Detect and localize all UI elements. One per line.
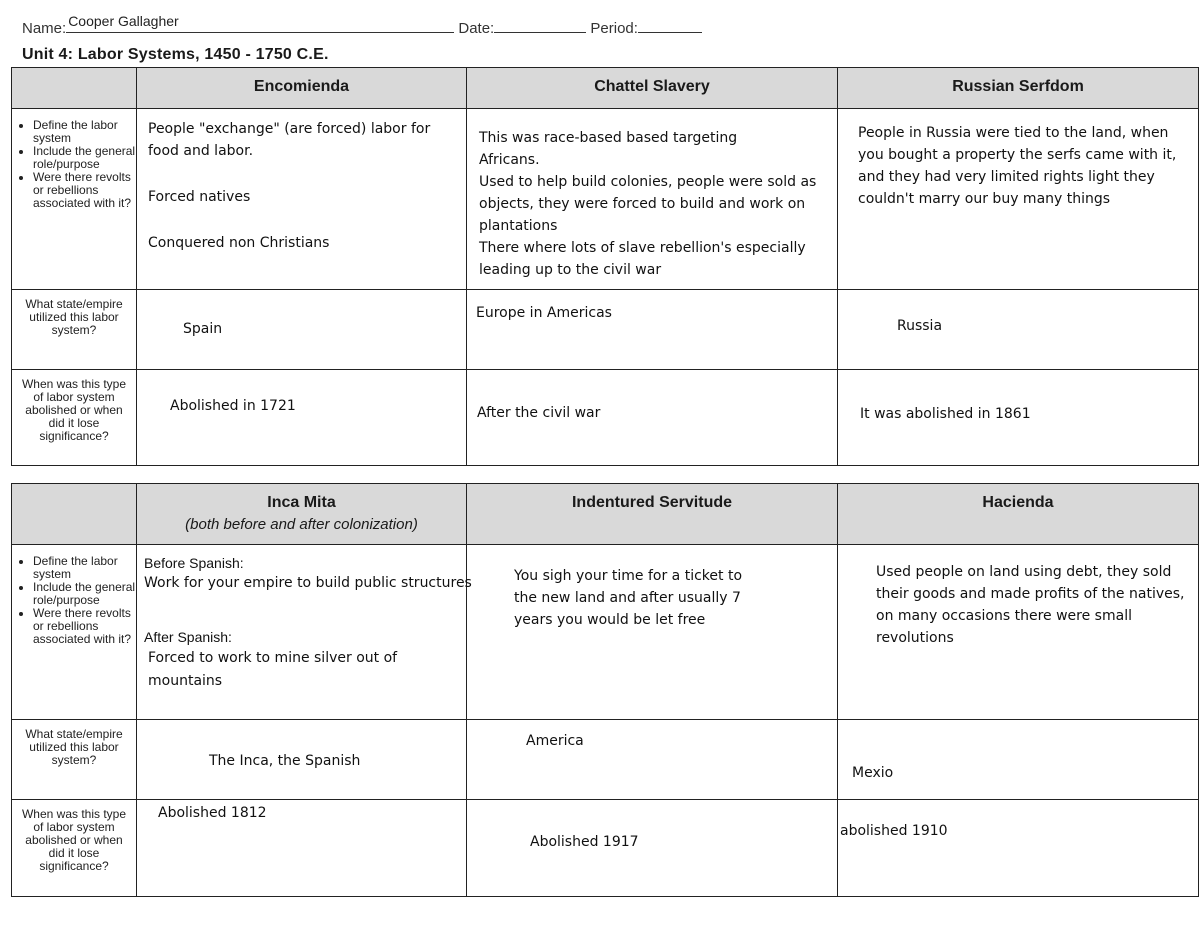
answer-cell-hacienda-when[interactable] <box>838 800 1199 897</box>
table-row-define <box>12 109 1199 290</box>
answer-text: Abolished 1917 <box>530 834 639 850</box>
answer-text: Abolished 1812 <box>158 805 267 821</box>
answer-cell-inca-define[interactable] <box>137 545 472 720</box>
answer-cell-chattel-define[interactable] <box>467 109 838 290</box>
column-header-inca-mita <box>137 484 467 545</box>
period-label: Period: <box>590 20 638 37</box>
column-subtitle: (both before and after colonization) <box>185 516 418 533</box>
corner-cell <box>12 484 137 545</box>
column-header-hacienda: Hacienda <box>838 484 1199 545</box>
question-purpose: • Include the general role/purpose <box>33 145 136 171</box>
table-row-define <box>12 545 1199 720</box>
question-when: When was this type of labor system abolished or when did it lose significance? <box>21 377 127 443</box>
row-label-define <box>12 109 137 290</box>
answer-cell-inca-state[interactable] <box>137 720 467 800</box>
answer-text: Used people on land using debt, they sold their goods and made profits of the natives, on many occasions there were small revolutions <box>876 564 1185 646</box>
answer-heading: Before Spanish: <box>144 555 244 571</box>
answer-cell-indentured-when[interactable] <box>467 800 838 897</box>
answer-text: The Inca, the Spanish <box>209 753 361 769</box>
column-title: Inca Mita <box>267 494 336 511</box>
answer-cell-russian-when[interactable] <box>838 370 1199 466</box>
date-label: Date: <box>458 20 495 37</box>
answer-text: Spain <box>183 321 223 337</box>
answer-text: It was abolished in 1861 <box>860 406 1031 422</box>
answer-text: Russia <box>897 318 943 334</box>
answer-cell-encomienda-define[interactable] <box>137 109 467 290</box>
question-purpose: • Include the general role/purpose <box>33 581 136 607</box>
answer-text: People in Russia were tied to the land, when you bought a property the serfs came with it, and they had very limited rights light they couldn't marry our buy many things <box>858 125 1177 207</box>
student-header <box>22 13 702 42</box>
answer-text: Europe in Americas <box>476 305 612 321</box>
column-header-encomienda: Encomienda <box>137 68 467 109</box>
name-value: Cooper Gallagher <box>68 13 179 29</box>
answer-text: This was race-based based targeting Africans. <box>479 130 738 168</box>
answer-cell-chattel-when[interactable] <box>467 370 838 466</box>
question-define: • Define the labor system <box>33 119 136 145</box>
labor-systems-table-2 <box>11 483 1199 897</box>
question-when: When was this type of labor system abolished or when did it lose significance? <box>21 807 127 873</box>
answer-text: America <box>526 733 584 749</box>
question-state: What state/empire utilized this labor system? <box>25 727 123 767</box>
answer-text: Abolished in 1721 <box>170 398 296 414</box>
answer-text: After the civil war <box>477 405 601 421</box>
answer-cell-russian-state[interactable] <box>838 290 1199 370</box>
answer-cell-encomienda-when[interactable] <box>137 370 467 466</box>
column-header-chattel-slavery: Chattel Slavery <box>467 68 838 109</box>
unit-title: Unit 4: Labor Systems, 1450 - 1750 C.E. <box>22 46 329 63</box>
answer-cell-indentured-state[interactable] <box>467 720 838 800</box>
row-label-when <box>12 370 137 466</box>
answer-text: People "exchange" (are forced) labor for food and labor. <box>148 121 431 159</box>
row-label-define <box>12 545 137 720</box>
table-row-state <box>12 720 1199 800</box>
answer-cell-encomienda-state[interactable] <box>137 290 467 370</box>
row-label-state <box>12 290 137 370</box>
question-revolts: • Were there revolts or rebellions associated with it? <box>33 607 136 646</box>
period-field[interactable] <box>638 18 702 33</box>
question-state: What state/empire utilized this labor system? <box>25 297 123 337</box>
answer-text: Used to help build colonies, people were sold as objects, they were forced to build and work on plantations <box>479 174 817 234</box>
answer-cell-russian-define[interactable] <box>838 109 1199 290</box>
answer-text: Conquered non Christians <box>148 235 330 251</box>
answer-text: Mexio <box>852 765 894 781</box>
answer-cell-chattel-state[interactable] <box>467 290 838 370</box>
name-label: Name: <box>22 20 67 37</box>
answer-cell-hacienda-state[interactable] <box>838 720 1199 800</box>
labor-systems-table-1 <box>11 67 1199 466</box>
table-row-when <box>12 370 1199 466</box>
row-label-when <box>12 800 137 897</box>
answer-text: Forced to work to mine silver out of mountains <box>148 650 398 689</box>
answer-cell-inca-when[interactable] <box>137 800 467 897</box>
column-header-indentured-servitude: Indentured Servitude <box>467 484 838 545</box>
answer-text: abolished 1910 <box>840 823 948 839</box>
question-define: • Define the labor system <box>33 555 136 581</box>
table-header-row <box>12 68 1199 109</box>
answer-text: Work for your empire to build public structures <box>144 575 472 591</box>
answer-text: You sigh your time for a ticket to the new land and after usually 7 years you would be let free <box>514 568 743 628</box>
table-header-row <box>12 484 1199 545</box>
name-field[interactable] <box>66 13 454 33</box>
answer-text: There where lots of slave rebellion's especially leading up to the civil war <box>479 240 806 278</box>
corner-cell <box>12 68 137 109</box>
question-revolts: • Were there revolts or rebellions associated with it? <box>33 171 136 210</box>
column-header-russian-serfdom: Russian Serfdom <box>838 68 1199 109</box>
table-row-state <box>12 290 1199 370</box>
answer-text: Forced natives <box>148 189 251 205</box>
answer-cell-indentured-define[interactable] <box>467 545 838 720</box>
answer-cell-hacienda-define[interactable] <box>838 545 1199 720</box>
answer-heading: After Spanish: <box>144 629 232 645</box>
row-label-state <box>12 720 137 800</box>
table-row-when <box>12 800 1199 897</box>
date-field[interactable] <box>494 18 586 33</box>
